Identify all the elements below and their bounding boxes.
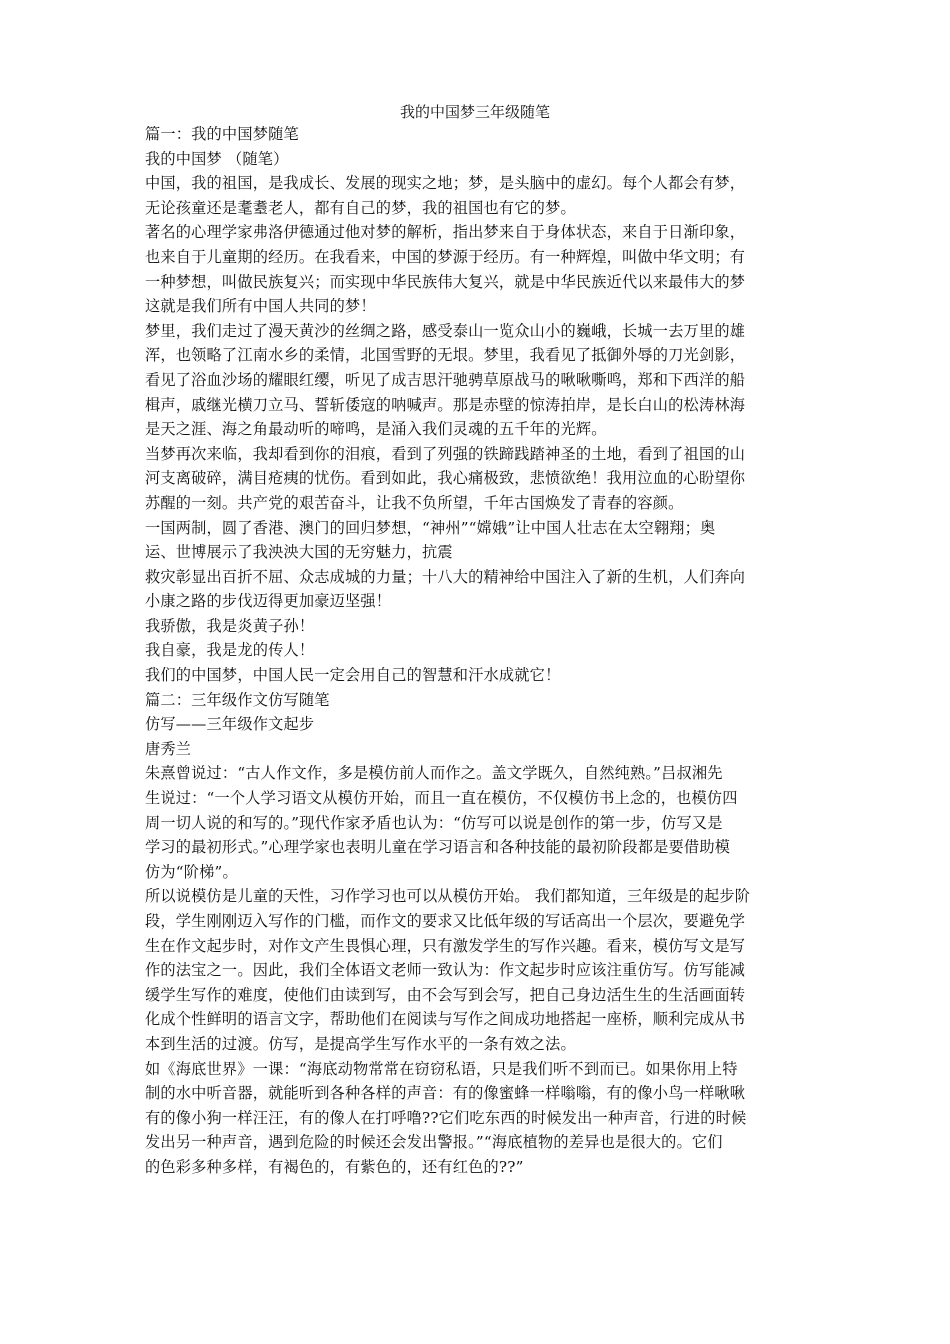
text-line: 也来自于儿童期的经历。在我看来，中国的梦源于经历。有一种辉煌，叫做中华文明；有 (145, 247, 746, 266)
text-line: 学习的最初形式。”心理学家也表明儿童在学习语言和各种技能的最初阶段都是要借助模 (145, 838, 731, 857)
text-line: 当梦再次来临，我却看到你的泪痕，看到了列强的铁蹄践踏神圣的土地，看到了祖国的山 (145, 444, 746, 463)
text-line: 生在作文起步时，对作文产生畏惧心理，只有激发学生的写作兴趣。看来，模仿写文是写 (145, 936, 746, 955)
text-line: 本到生活的过渡。仿写，是提高学生写作水平的一条有效之法。 (145, 1034, 576, 1053)
text-line: 一种梦想，叫做民族复兴；而实现中华民族伟大复兴，就是中华民族近代以来最伟大的梦 (145, 272, 746, 291)
text-line: 所以说模仿是儿童的天性，习作学习也可以从模仿开始。 我们都知道，三年级是的起步阶 (145, 887, 751, 906)
text-line: 篇一：我的中国梦随笔 (145, 125, 299, 143)
text-line: 缓学生写作的难度，使他们由读到写，由不会写到会写，把自己身边活生生的生活画面转 (145, 985, 746, 1004)
text-line: 唐秀兰 (145, 739, 192, 758)
text-line: 我骄傲，我是炎黄子孙！ (145, 616, 315, 635)
text-line: 我们的中国梦，中国人民一定会用自己的智慧和汗水成就它！ (145, 666, 561, 685)
text-line: 我的中国梦 （随笔） (145, 149, 289, 168)
text-line: 中国，我的祖国，是我成长、发展的现实之地；梦，是头脑中的虚幻。每个人都会有梦， (145, 174, 746, 193)
document-body (145, 122, 809, 1180)
text-line: 楫声，戚继光横刀立马、誓斩倭寇的呐喊声。那是赤壁的惊涛拍岸，是长白山的松涛林海 (145, 395, 746, 414)
text-line: 仿写——三年级作文起步 (145, 715, 315, 734)
text-line: 是天之涯、海之角最动听的啼鸣，是涌入我们灵魂的五千年的光辉。 (145, 420, 607, 439)
text-line: 朱熹曾说过：“古人作文作，多是模仿前人而作之。盖文学既久，自然纯熟。”吕叔湘先 (145, 764, 723, 783)
text-line: 制的水中听音器，就能听到各种各样的声音：有的像蜜蜂一样嗡嗡，有的像小鸟一样啾啾 (145, 1084, 746, 1103)
text-line: 如《海底世界》一课：“海底动物常常在窃窃私语，只是我们听不到而已。如果你用上特 (145, 1059, 738, 1078)
text-line: 浑，也领略了江南水乡的柔情，北国雪野的无垠。梦里，我看见了抵御外辱的刀光剑影， (145, 346, 746, 365)
text-line: 运、世博展示了我泱泱大国的无穷魅力，抗震 (145, 543, 453, 562)
text-line: 梦里，我们走过了漫天黄沙的丝绸之路，感受泰山一览众山小的巍峨，长城一去万里的雄 (145, 321, 746, 340)
text-line: 河支离破碎，满目疮痍的忧伤。看到如此，我心痛极致，悲愤欲绝！我用泣血的心盼望你 (145, 469, 746, 488)
text-line: 篇二：三年级作文仿写随笔 (145, 690, 330, 709)
text-line: 一国两制，圆了香港、澳门的回归梦想，“神州”“嫦娥”让中国人壮志在太空翱翔；奥 (145, 518, 716, 537)
text-line: 苏醒的一刻。共产党的艰苦奋斗，让我不负所望，千年古国焕发了青春的容颜。 (145, 493, 684, 512)
text-line: 周一切人说的和写的。”现代作家矛盾也认为：“仿写可以说是创作的第一步，仿写又是 (145, 813, 723, 832)
document-title: 我的中国梦三年级随笔 (399, 103, 550, 121)
text-line: 仿为“阶梯”。 (145, 862, 238, 881)
text-line: 段，学生刚刚迈入写作的门槛，而作文的要求又比低年级的写话高出一个层次，要避免学 (145, 912, 746, 930)
text-line: 我自豪，我是龙的传人！ (145, 641, 315, 660)
text-line: 作的法宝之一。因此，我们全体语文老师一致认为：作文起步时应该注重仿写。仿写能减 (145, 961, 746, 980)
text-line: 的色彩多种多样，有褐色的，有紫色的，还有红色的??” (145, 1157, 524, 1176)
text-line: 无论孩童还是耄耋老人，都有自己的梦，我的祖国也有它的梦。 (145, 198, 576, 217)
text-line: 小康之路的步伐迈得更加豪迈坚强！ (145, 592, 392, 611)
text-line: 看见了浴血沙场的耀眼红缨，听见了成吉思汗驰骋草原战马的啾啾嘶鸣，郑和下西洋的船 (145, 370, 746, 389)
text-line: 化成个性鲜明的语言文字，帮助他们在阅读与写作之间成功地搭起一座桥，顺利完成从书 (145, 1010, 746, 1029)
text-line: 有的像小狗一样汪汪，有的像人在打呼噜??它们吃东西的时候发出一种声音，行进的时候 (145, 1108, 747, 1127)
text-line: 生说过：“一个人学习语文从模仿开始，而且一直在模仿，不仅模仿书上念的，也模仿四 (145, 789, 738, 808)
text-line: 著名的心理学家弗洛伊德通过他对梦的解析，指出梦来自于身体状态，来自于日渐印象， (145, 223, 746, 242)
text-line: 救灾彰显出百折不屈、众志成城的力量；十八大的精神给中国注入了新的生机，人们奔向 (145, 567, 746, 586)
text-line: 这就是我们所有中国人共同的梦！ (145, 297, 376, 316)
text-line: 发出另一种声音，遇到危险的时候还会发出警报。”“海底植物的差异也是很大的。它们 (145, 1133, 723, 1152)
